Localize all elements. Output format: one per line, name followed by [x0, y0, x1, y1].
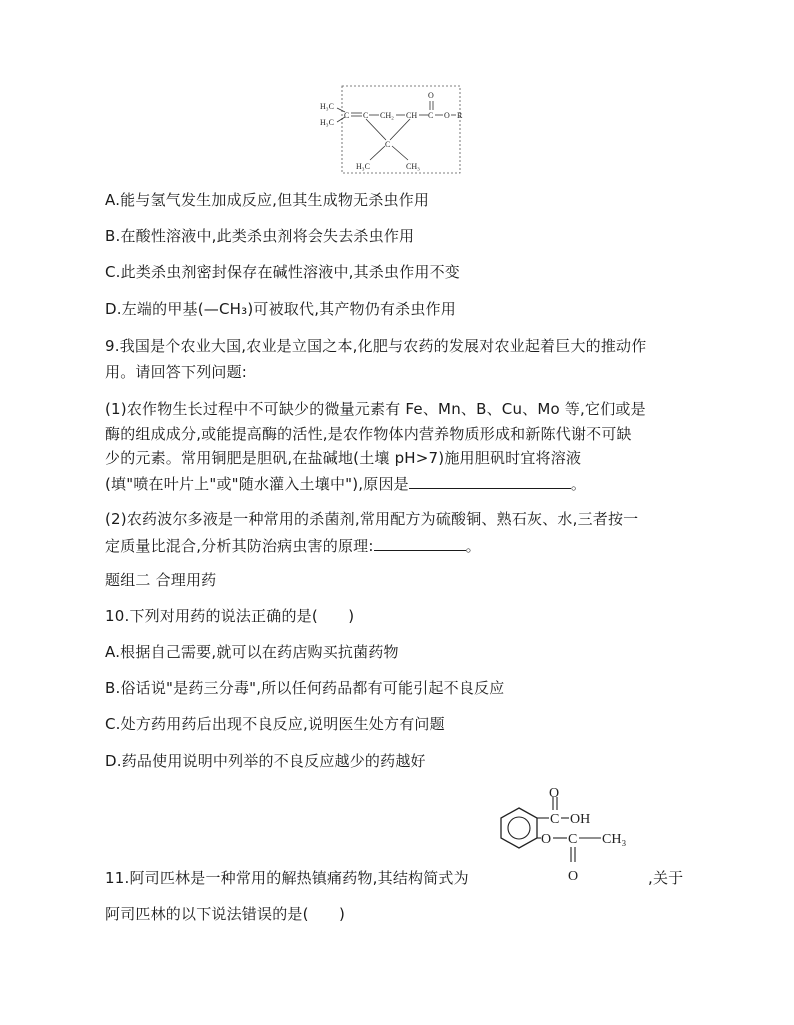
answer-blank-2[interactable]: [374, 534, 466, 551]
q9-part1-line1: (1)农作物生长过程中不可缺少的微量元素有 Fe、Mn、B、Cu、Mo 等,它们或是: [105, 400, 646, 418]
aspirin-oh: OH: [570, 812, 591, 827]
aspirin-c2: C: [568, 832, 578, 847]
label-h3c-c: H₃C: [356, 162, 370, 171]
q9-part1-line3: 少的元素。常用铜肥是胆矾,在盐碱地(土壤 pH>7)施用胆矾时宜将溶液: [105, 449, 582, 467]
label-c-mid: C: [363, 111, 369, 120]
q9-part2-line2: [105, 534, 481, 556]
section-heading-group2: 题组二 合理用药: [105, 571, 217, 589]
q9-part1-line4-end: 。: [570, 475, 587, 493]
aspirin-c1: C: [550, 812, 560, 827]
q8-option-a: A.能与氢气发生加成反应,但其生成物无杀虫作用: [105, 191, 430, 209]
q10-option-d: D.药品使用说明中列举的不良反应越少的药越好: [105, 752, 426, 770]
q10-stem: 10.下列对用药的说法正确的是( ): [105, 607, 355, 625]
label-c-ring: C: [385, 140, 391, 149]
aspirin-o-bottom: O: [568, 869, 579, 884]
q9-part1-line4-text: (填"喷在叶片上"或"随水灌入土壤中"),原因是: [105, 475, 409, 493]
q9-part2-line2-text: 定质量比混合,分析其防治病虫害的原理:: [105, 537, 374, 555]
q11-stem-line1-a: 11.阿司匹林是一种常用的解热镇痛药物,其结构简式为: [105, 869, 469, 887]
q9-stem-line2: 用。请回答下列问题:: [105, 363, 248, 381]
label-c-ester: C: [428, 111, 434, 120]
q9-part1-line2: 酶的组成成分,或能提高酶的活性,是农作物体内营养物质形成和新陈代谢不可缺: [105, 425, 632, 443]
label-ch3-d: CH₃: [406, 162, 420, 171]
aspirin-structure-diagram: [497, 786, 645, 886]
q11-stem-line2: 阿司匹林的以下说法错误的是( ): [105, 905, 346, 923]
label-ch: CH: [406, 111, 418, 120]
q8-option-d: D.左端的甲基(—CH₃)可被取代,其产物仍有杀虫作用: [105, 300, 456, 318]
label-ch2: CH₂: [380, 111, 394, 120]
q11-stem-line1-b: ,关于: [648, 869, 684, 887]
q8-option-b: B.在酸性溶液中,此类杀虫剂将会失去杀虫作用: [105, 227, 415, 245]
label-c-top: C: [344, 111, 350, 120]
answer-blank-1[interactable]: [409, 472, 571, 489]
aspirin-o-top: O: [549, 786, 560, 801]
q10-option-c: C.处方药用药后出现不良反应,说明医生处方有问题: [105, 715, 445, 733]
q10-option-b: B.俗话说"是药三分毒",所以任何药品都有可能引起不良反应: [105, 679, 505, 697]
insecticide-structure-diagram: [318, 84, 464, 176]
label-o-double: O: [428, 91, 434, 100]
label-r: R: [457, 111, 463, 120]
q9-part1-line4: [105, 472, 586, 494]
label-h3c-b: H₃C: [320, 118, 334, 127]
q9-part2-line1: (2)农药波尔多液是一种常用的杀菌剂,常用配方为硫酸铜、熟石灰、水,三者按一: [105, 510, 639, 528]
q8-option-c: C.此类杀虫剂密封保存在碱性溶液中,其杀虫作用不变: [105, 263, 461, 281]
label-h3c-a: H₃C: [320, 102, 334, 111]
q9-stem-line1: 9.我国是个农业大国,农业是立国之本,化肥与农药的发展对农业起着巨大的推动作: [105, 337, 647, 355]
label-o-ester: O: [444, 111, 450, 120]
aspirin-o-ring: O: [541, 832, 552, 847]
q9-part2-line2-end: 。: [465, 537, 481, 555]
q10-option-a: A.根据自己需要,就可以在药店购买抗菌药物: [105, 643, 399, 661]
aspirin-ch3: CH₃: [602, 832, 627, 847]
